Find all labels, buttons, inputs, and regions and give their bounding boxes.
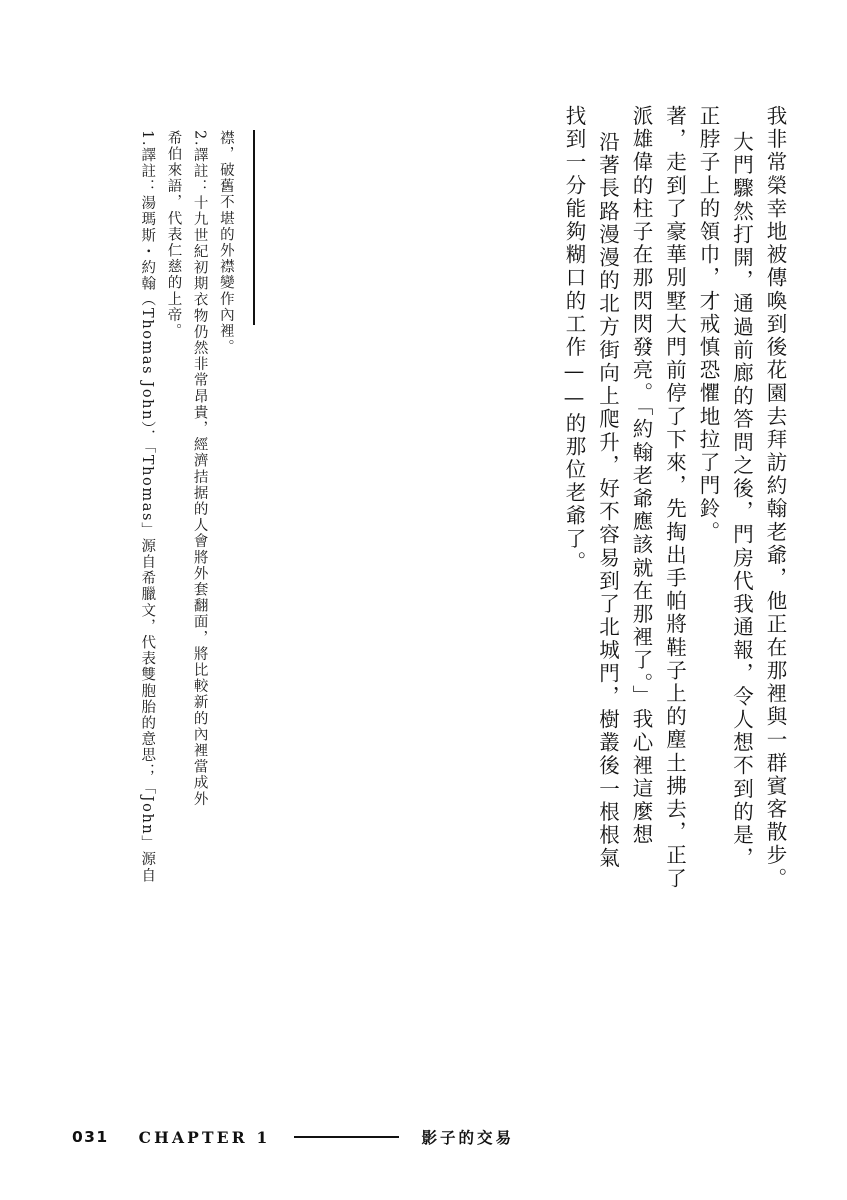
footnote-2-marker: 2. (191, 130, 208, 148)
body-column-5: 正脖子上的領巾，才戒慎恐懼地拉了門鈴。 (696, 105, 720, 544)
body-column-2: 沿著長路漫漫的北方街向上爬升，好不容易到了北城門，樹叢後一根根氣 (595, 131, 620, 871)
footnote-1-line-2: 希伯來語，代表仁慈的上帝。 (165, 130, 182, 340)
chapter-label: CHAPTER 1 (138, 1127, 271, 1147)
footnote-2-line-2: 襟，破舊不堪的外襟變作內裡。 (217, 130, 234, 356)
footnote-block (128, 130, 233, 960)
footnote-1-text-1: 譯註：湯瑪斯・約翰（Thomas John）．「Thomas」源自希臘文，代表雙胞胎的意思；「John」源自 (139, 147, 156, 884)
footnote-1-marker: 1. (139, 130, 156, 148)
footnote-2-text-1: 譯註：十九世紀初期衣物仍然非常昂貴，經濟拮据的人會將外套翻面，將比較新的內裡當成外 (191, 147, 208, 808)
body-column-3: 派雄偉的柱子在那閃閃發亮。「約翰老爺應該就在那裡了。」我心裡這麼想 (629, 105, 653, 847)
body-column-4: 著，走到了豪華別墅大門前停了下來，先掏出手帕將鞋子上的塵土拂去，正了 (662, 105, 687, 891)
chapter-title: 影子的交易 (421, 1128, 514, 1147)
page-number: 031 (72, 1128, 109, 1146)
footnote-1-line-1 (139, 130, 154, 950)
body-column-1: 找到一分能夠糊口的工作——的那位老爺了。 (562, 105, 586, 574)
footnote-divider (253, 130, 255, 325)
body-column-7: 我非常榮幸地被傳喚到後花園去拜訪約翰老爺，他正在那裡與一群賓客散步。 (763, 105, 787, 891)
body-text-block (551, 105, 786, 935)
page-footer (72, 1126, 514, 1148)
footnote-2-line-1 (191, 130, 206, 950)
body-column-6: 大門驟然打開，通過前廊的答問之後，門房代我通報，令人想不到的是， (729, 131, 754, 871)
footer-divider (294, 1136, 399, 1138)
